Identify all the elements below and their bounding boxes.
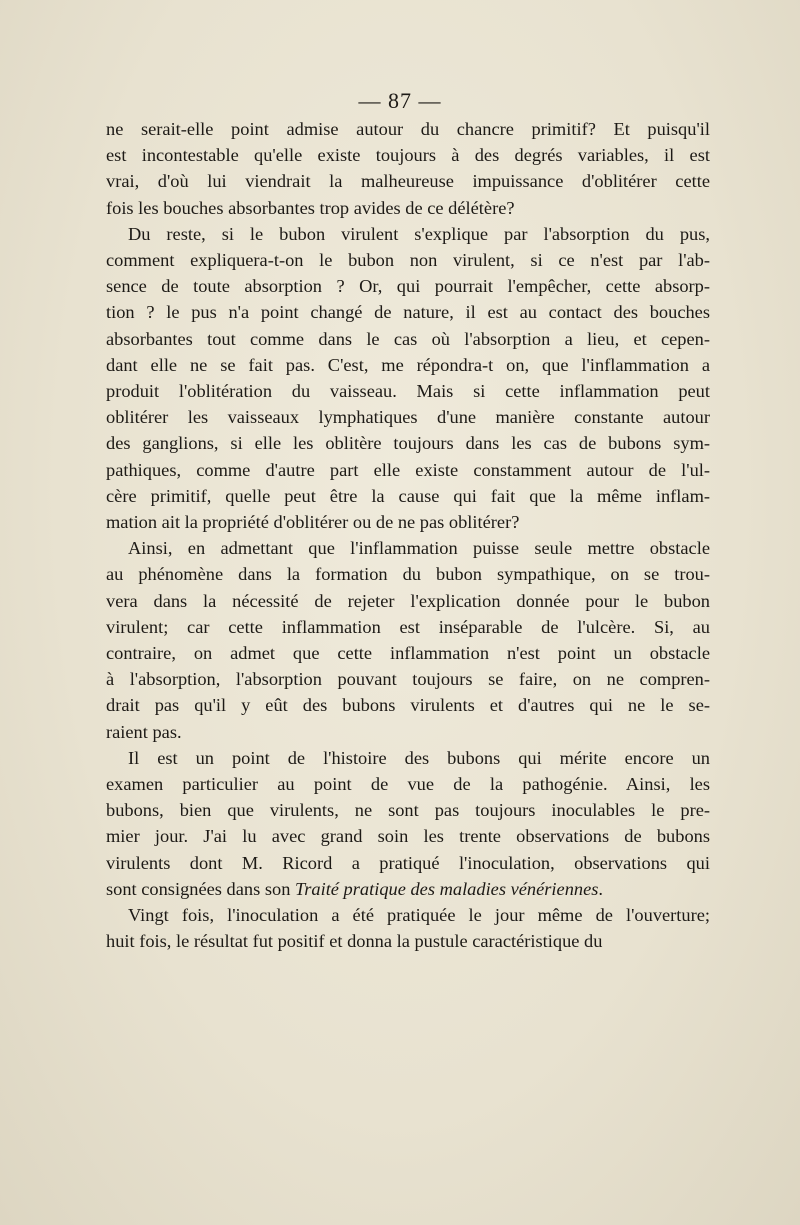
text-line: produit l'oblitération du vaisseau. Mais si cette inflammation peut [106,381,710,402]
text-line: Il est un point de l'histoire des bubons qui mérite encore un [128,747,710,768]
page-number: — 87 — [358,88,442,113]
book-title: Traité pratique des maladies vénériennes [295,878,599,899]
text-line: dant elle ne se fait pas. C'est, me répondra-t on, que l'inflammation a [106,354,710,375]
text-line: absorbantes tout comme dans le cas où l'absorption a lieu, et cepen- [106,328,710,349]
text-line: virulent; car cette inflammation est inséparable de l'ulcère. Si, au [106,616,710,637]
text-line: comment expliquera-t-on le bubon non virulent, si ce n'est par l'ab- [106,250,710,271]
paragraph-5 [106,902,710,954]
text-line-with-citation [106,876,710,902]
text-line: vera dans la nécessité de rejeter l'explication donnée pour le bubon [106,590,710,611]
text-line: des ganglions, si elle les oblitère toujours dans les cas de bubons sym- [106,433,710,454]
text-segment: sont consignées dans son [106,878,291,899]
text-line: cère primitif, quelle peut être la cause qui fait que la même inflam- [106,485,710,506]
paragraph-1 [106,116,710,221]
text-line: Ainsi, en admettant que l'inflammation puisse seule mettre obstacle [128,538,710,559]
text-line: oblitérer les vaisseaux lymphatiques d'une manière constante autour [106,407,710,428]
text-line: mation ait la propriété d'oblitérer ou de ne pas oblitérer? [106,512,520,533]
text-line: sence de toute absorption ? Or, qui pourrait l'empêcher, cette absorp- [106,276,710,297]
body-text [106,116,710,955]
paragraph-2 [106,221,710,535]
text-line: vrai, d'où lui viendrait la malheureuse impuissance d'oblitérer cette [106,171,710,192]
text-line: est incontestable qu'elle existe toujours à des degrés variables, il est [106,145,710,166]
text-line: mier jour. J'ai lu avec grand soin les trente observations de bubons [106,826,710,847]
text-line: Du reste, si le bubon virulent s'explique par l'absorption du pus, [128,223,710,244]
text-line: à l'absorption, l'absorption pouvant toujours se faire, on ne compren- [106,669,710,690]
text-line: au phénomène dans la formation du bubon sympathique, on se trou- [106,564,710,585]
text-line: drait pas qu'il y eût des bubons virulents et d'autres qui ne le se- [106,695,710,716]
text-line: huit fois, le résultat fut positif et donna la pustule caractéristique du [106,931,603,952]
text-line: raient pas. [106,721,182,742]
text-line: examen particulier au point de vue de la pathogénie. Ainsi, les [106,774,710,795]
paragraph-3 [106,535,710,745]
text-line: pathiques, comme d'autre part elle existe constamment autour de l'ul- [106,459,710,480]
text-line: bubons, bien que virulents, ne sont pas toujours inoculables le pre- [106,800,710,821]
text-line: contraire, on admet que cette inflammation n'est point un obstacle [106,643,710,664]
paragraph-4 [106,745,710,902]
text-line: tion ? le pus n'a point changé de nature, il est au contact des bouches [106,302,710,323]
text-line: virulents dont M. Ricord a pratiqué l'inoculation, observations qui [106,852,710,873]
punctuation: . [598,878,604,899]
text-line: fois les bouches absorbantes trop avides de ce délétère? [106,197,515,218]
text-line: Vingt fois, l'inoculation a été pratiquée le jour même de l'ouverture; [128,905,710,926]
text-line: ne serait-elle point admise autour du chancre primitif? Et puisqu'il [106,119,710,139]
